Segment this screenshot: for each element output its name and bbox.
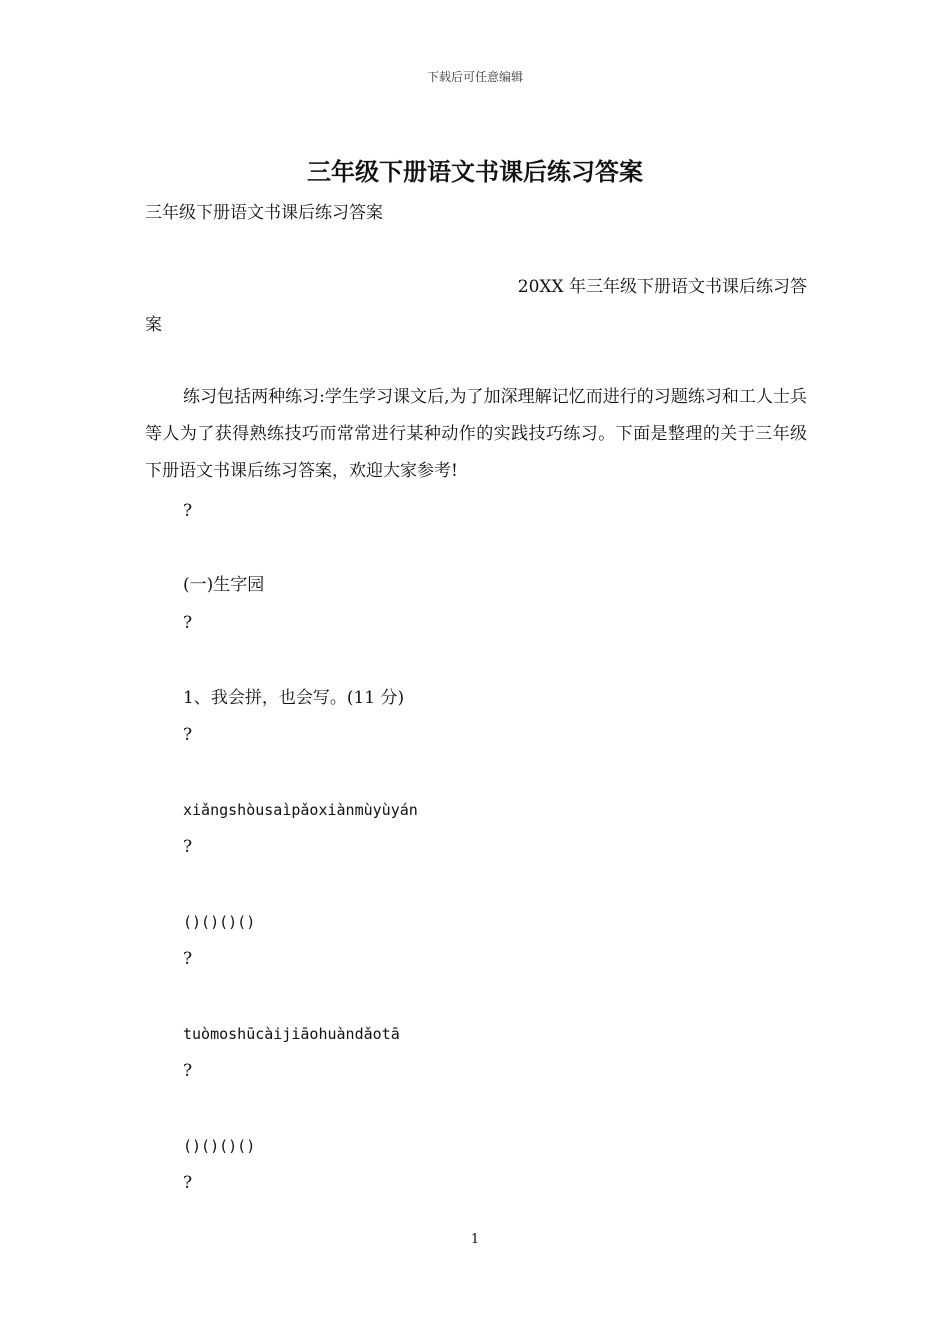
question-mark-line: ?: [183, 949, 193, 969]
exercise-item: 1、我会拼，也会写。(11 分): [183, 688, 405, 708]
question-mark-line: ?: [183, 613, 193, 633]
question-mark-line: ?: [183, 1173, 193, 1193]
pinyin-line: tuòmoshūcàijiāohuàndǎotā: [183, 1025, 400, 1043]
pinyin-line: xiǎngshòusaìpǎoxiànmùyùyán: [183, 801, 418, 819]
question-mark-line: ?: [183, 1061, 193, 1081]
intro-paragraph: 练习包括两种练习:学生学习课文后,为了加深理解记忆而进行的习题练习和工人士兵等人为了获得熟练技巧而常常进行某种动作的实践技巧练习。下面是整理的关于三年级下册语文书课后练习答案，欢迎大家参考!: [145, 387, 807, 481]
answer-blanks: ()()()(): [183, 913, 256, 931]
header-note: 下载后可任意编辑: [426, 70, 523, 84]
question-mark-line: ?: [183, 501, 193, 521]
section-heading: (一)生字园: [183, 575, 265, 595]
heading-line-1: 20XX 年三年级下册语文书课后练习答: [517, 277, 807, 297]
heading-line-2: 案: [145, 315, 162, 335]
question-mark-line: ?: [183, 725, 193, 745]
subtitle-line: 三年级下册语文书课后练习答案: [145, 203, 383, 223]
document-title: 三年级下册语文书课后练习答案: [307, 157, 643, 186]
question-mark-line: ?: [183, 837, 193, 857]
page-number: 1: [470, 1232, 480, 1247]
answer-blanks: ()()()(): [183, 1137, 256, 1155]
